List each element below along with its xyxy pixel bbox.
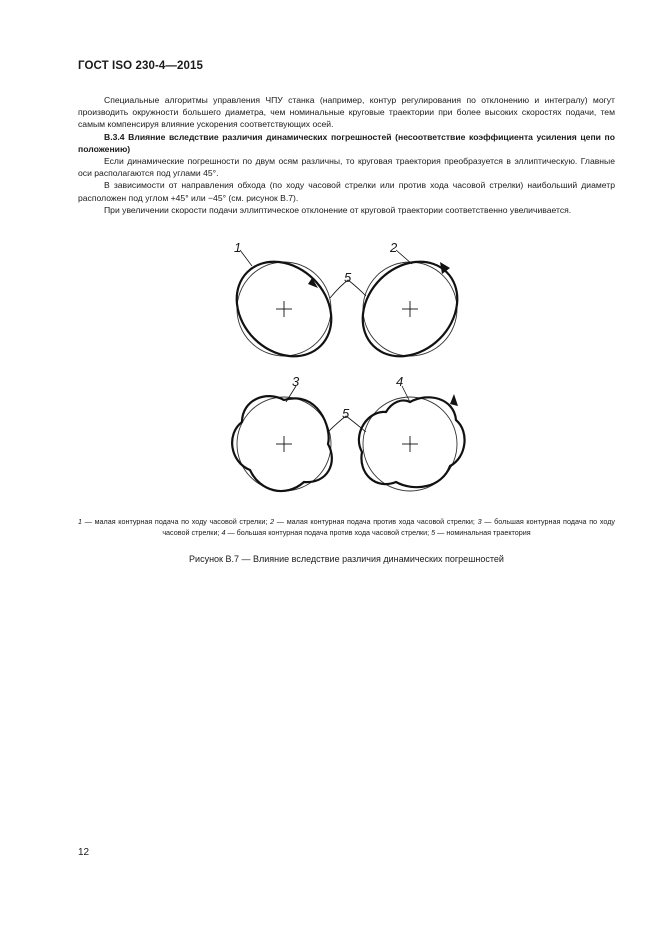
legend-num-1: 1 — [78, 517, 82, 526]
figure-caption: Рисунок В.7 — Влияние вследствие различия динамических погрешностей — [189, 554, 504, 564]
figure-b7-drawing — [200, 230, 500, 510]
legend-num-4: 4 — [221, 527, 226, 537]
paragraph-cnc-algorithms: Специальные алгоритмы управления ЧПУ станка (например, контур регулирования по отклонению и интегралу) могут производить окружности большего диаметра, чем номинальные круговые траектории при более высоких скоростях подачи, тем самым компенсируя влияние ускорения соответствующих осей. — [78, 95, 615, 130]
legend-num-3: 3 — [477, 517, 482, 526]
page-number: 12 — [78, 847, 90, 858]
label-5-top: 5 — [344, 270, 352, 285]
label-1: 1 — [234, 240, 242, 255]
paragraph-elliptical: Если динамические погрешности по двум осям различны, то круговая траектория преобразуется в эллиптическую. Главные оси располагаются под углами 45°. — [78, 156, 615, 179]
direction-arrow-icon — [440, 262, 450, 274]
legend-text-1: — малая контурная подача по ходу часовой стрелки; — [82, 517, 271, 526]
label-2: 2 — [390, 240, 398, 255]
figure-legend — [78, 517, 615, 538]
legend-text-4: — большая контурная подача против хода часовой стрелки; — [225, 527, 432, 537]
figure-b7 — [200, 230, 500, 510]
legend-text-2: — малая контурная подача против хода часовой стрелки; — [274, 517, 478, 526]
legend-num-5: 5 — [431, 527, 436, 537]
paragraph-speed: При увеличении скорости подачи эллиптическое отклонение от круговой траектории соответственно увеличивается. — [104, 204, 572, 215]
direction-arrow-icon — [450, 394, 458, 406]
distorted-path — [359, 397, 465, 487]
legend-num-2: 2 — [270, 517, 275, 526]
legend-text-5: — номинальная траектория — [435, 527, 531, 537]
label-5-bottom: 5 — [342, 406, 350, 421]
document-header: ГОСТ ISO 230-4—2015 — [78, 60, 203, 72]
diagram-small-cw — [218, 243, 351, 376]
diagram-large-cw — [232, 396, 332, 491]
paragraph-direction: В зависимости от направления обхода (по ходу часовой стрелки или против хода часовой стрелки) наибольший диаметр расположен под углом +45° или −45° (см. рисунок В.7). — [78, 180, 615, 203]
body-text — [78, 94, 615, 216]
section-heading-b34: B.3.4 Влияние вследствие различия динамических погрешностей (несоответствие коэффициента усиления цепи по положению) — [78, 131, 615, 154]
label-3: 3 — [292, 374, 300, 389]
legend-text-3: — большая контурная подача по ходу часовой стрелки; — [162, 517, 615, 537]
label-4: 4 — [396, 374, 404, 389]
diagram-large-ccw — [359, 394, 465, 491]
